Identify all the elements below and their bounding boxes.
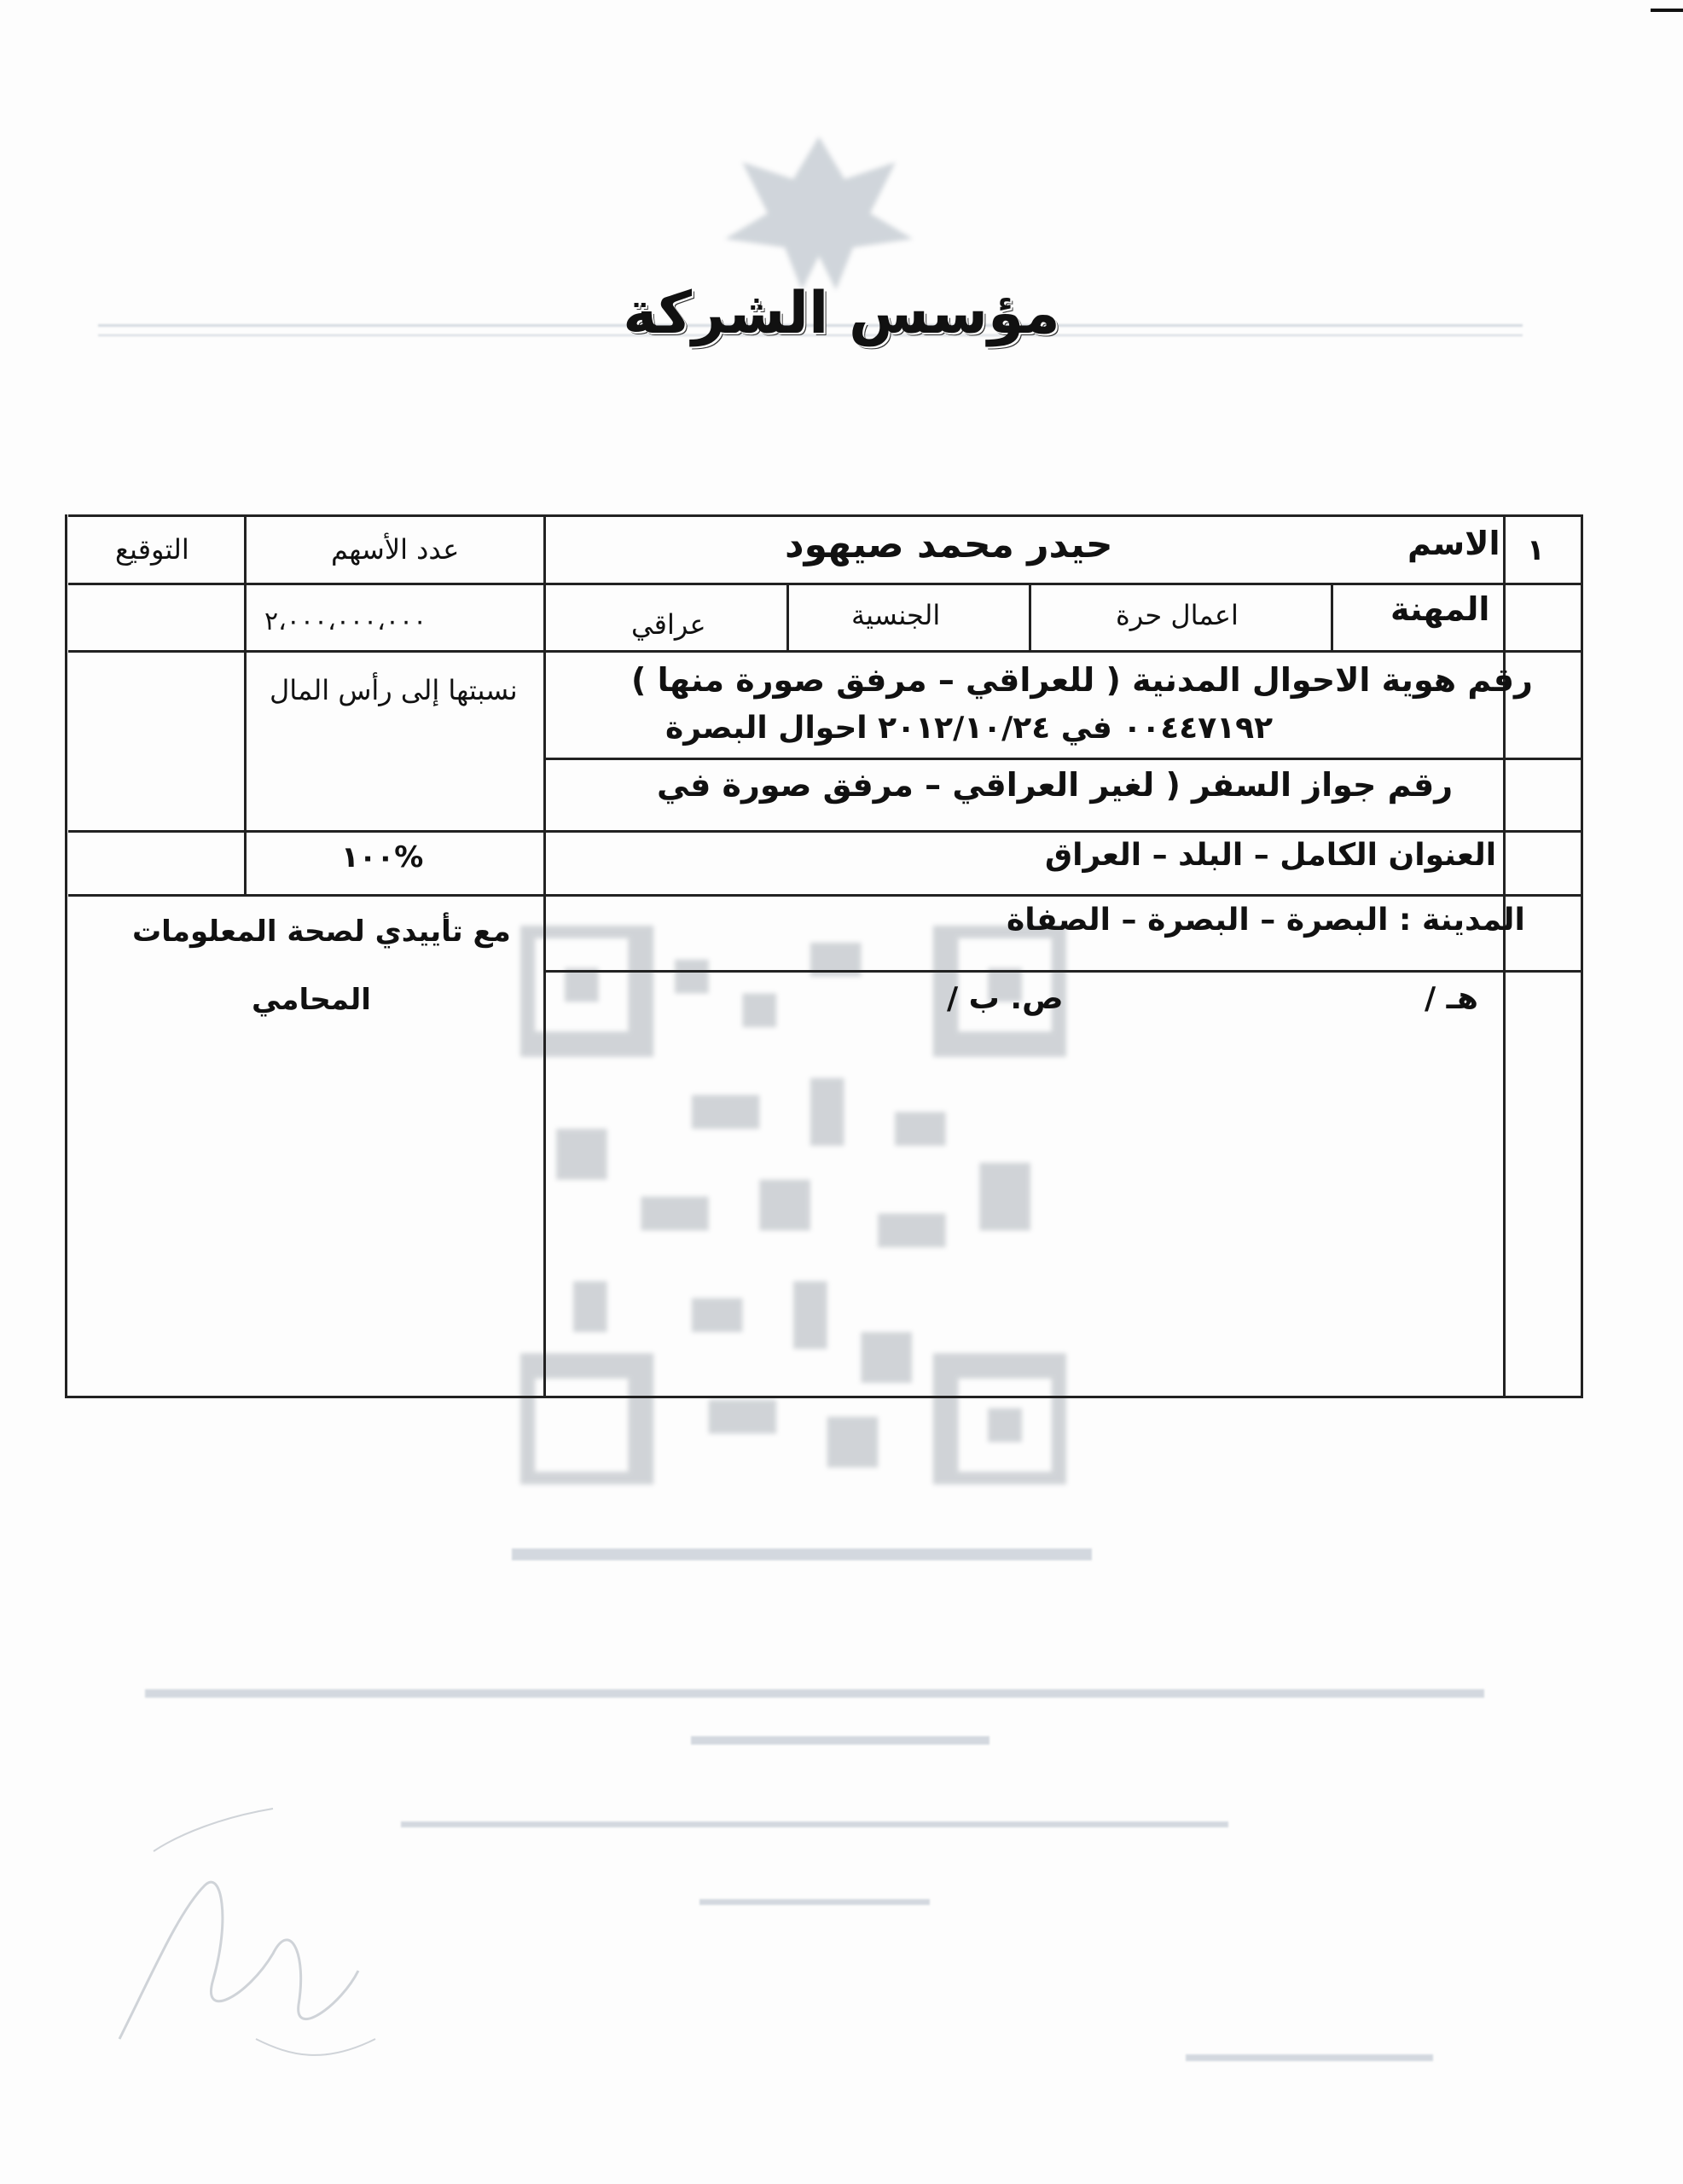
- signature-label: التوقيع: [115, 533, 189, 566]
- table-border-left: [65, 514, 67, 1398]
- shares-label: عدد الأسهم: [331, 533, 460, 566]
- name-label: الاسم: [1407, 525, 1500, 562]
- table-border-top: [68, 514, 1583, 517]
- col-divider-nationality-label: [1029, 583, 1031, 650]
- row-divider-4: [68, 830, 1583, 833]
- footer-text-watermark-3: [401, 1821, 1228, 1827]
- row-divider-6: [543, 970, 1583, 973]
- serial-number-watermark: [512, 1548, 1092, 1560]
- col-divider-index: [1503, 514, 1506, 1398]
- founder-name: حيدر محمد صيهود: [785, 523, 1113, 566]
- shares-count: ٢،٠٠٠،٠٠٠،٠٠٠: [264, 607, 427, 636]
- table-border-right: [1581, 514, 1583, 1398]
- footer-text-watermark: [145, 1689, 1484, 1698]
- capital-ratio-value: %١٠٠: [341, 840, 424, 874]
- table-border-bottom: [65, 1396, 1583, 1398]
- po-box-label: ص. ب /: [947, 981, 1064, 1016]
- address-line: العنوان الكامل – البلد – العراق: [1045, 838, 1497, 873]
- footer-text-watermark-2: [691, 1736, 989, 1745]
- capital-ratio-label: نسبتها إلى رأس المال: [270, 674, 518, 706]
- col-divider-main: [543, 514, 546, 1398]
- civil-id-line-2: ٠٠٤٤٧١٩٢ في ٢٠١٢/١٠/٢٤ احوال البصرة: [665, 711, 1274, 746]
- lawyer-title: المحامي: [252, 983, 371, 1017]
- col-divider-profession: [1331, 583, 1333, 650]
- row-divider-2: [68, 650, 1583, 653]
- row-divider-5: [68, 894, 1583, 897]
- row-divider-1: [68, 583, 1583, 585]
- passport-line: رقم جواز السفر ( لغير العراقي – مرفق صورة في: [657, 766, 1454, 804]
- document-title: مؤسس الشركة: [623, 280, 1060, 347]
- row-divider-3: [543, 758, 1583, 760]
- document-code-watermark: [1186, 2054, 1433, 2061]
- corner-mark: [1651, 9, 1683, 12]
- phone-label: هـ /: [1425, 981, 1478, 1016]
- iraq-emblem-watermark: [717, 128, 921, 299]
- col-divider-nationality: [786, 583, 789, 650]
- signature-watermark: [102, 1783, 409, 2073]
- civil-id-line-1: رقم هوية الاحوال المدنية ( للعراقي – مرفق صورة منها ): [631, 661, 1533, 699]
- nationality-value: عراقي: [631, 608, 706, 641]
- profession-value: اعمال حرة: [1116, 599, 1239, 631]
- row-index: ١: [1527, 533, 1545, 567]
- footer-text-watermark-4: [699, 1899, 930, 1905]
- nationality-label: الجنسية: [851, 599, 941, 631]
- profession-label: المهنة: [1390, 590, 1490, 628]
- lawyer-confirmation: مع تأييدي لصحة المعلومات: [132, 915, 511, 949]
- city-line: المدينة : البصرة – البصرة – الصفاة: [1007, 903, 1525, 938]
- col-divider-shares: [244, 514, 247, 894]
